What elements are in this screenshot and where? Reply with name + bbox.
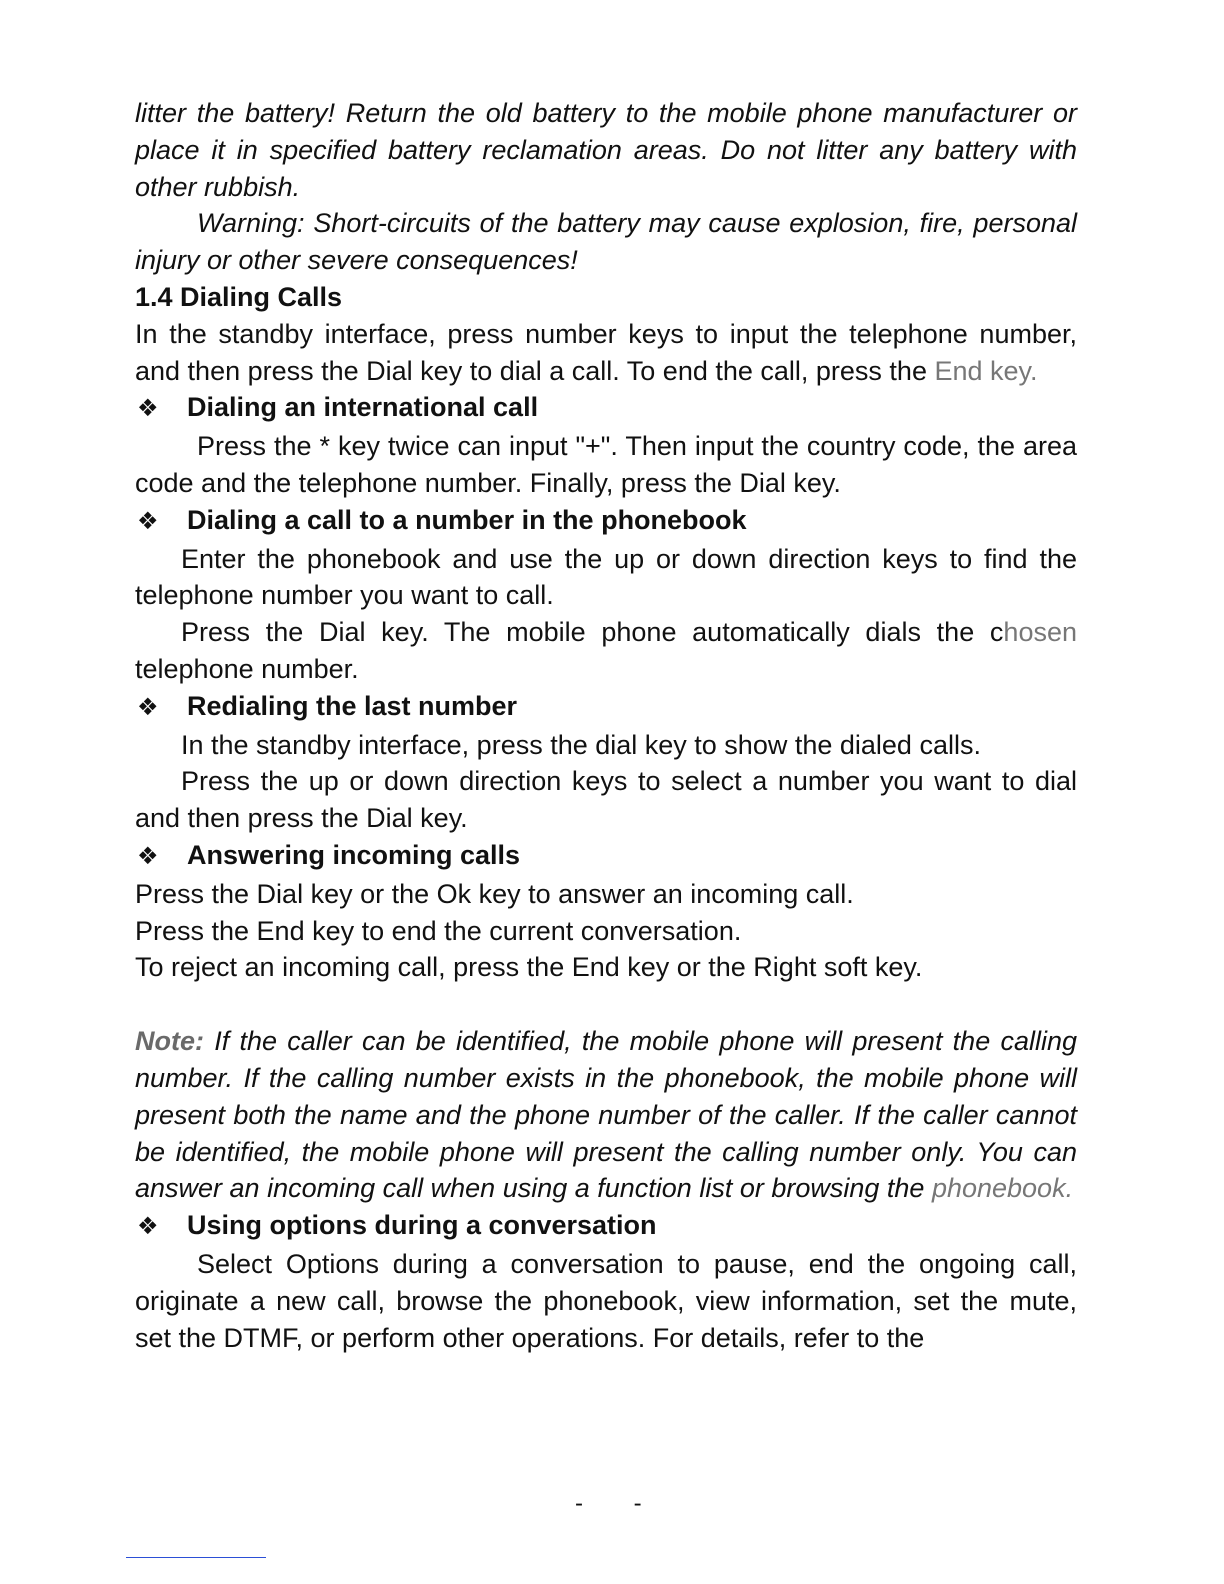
subsection-international-title: Dialing an international call [187,392,539,423]
bullet-diamond-icon: ❖ [137,507,159,535]
document-page [135,95,1077,1356]
bullet-diamond-icon: ❖ [137,395,159,423]
answering-line-3: To reject an incoming call, press the End key or the Right soft key. [135,952,923,983]
dial-intro-text: In the standby interface, press number keys to input the telephone number, and then press the Dial key to dial a call. To end the call, press the [135,318,1077,386]
subsection-redial-title: Redialing the last number [187,690,518,721]
note-end: phonebook. [931,1173,1074,1204]
page-footer: - - [575,1490,664,1517]
bullet-diamond-icon: ❖ [137,1213,159,1241]
subsection-international [135,389,1077,428]
dial-intro-paragraph [135,316,1077,390]
subsection-phonebook-title: Dialing a call to a number in the phonebook [187,504,747,535]
spacer [135,986,1077,1023]
answering-line-2: Press the End key to end the current conversation. [135,915,742,946]
dial-intro-end: End key. [934,355,1038,386]
battery-disposal-paragraph: litter the battery! Return the old battery to the mobile phone manufacturer or place it in specified battery reclamation areas. Do not litter any battery with other rubbish. [135,98,1077,202]
phonebook-text-2-faint: hosen [1003,617,1077,648]
bullet-diamond-icon: ❖ [137,693,159,721]
subsection-phonebook [135,502,1077,541]
subsection-options [135,1207,1077,1246]
note-text: If the caller can be identified, the mobile phone will present the calling number. If the calling number exists in the phonebook, the mobile phone will present both the name and the phone number of the caller. If the caller cannot be identified, the mobile phone will present the calling number only. You can answer an incoming call when using a function list or browsing the [135,1026,1077,1204]
footer-rule [126,1557,266,1558]
subsection-answering-title: Answering incoming calls [187,839,521,870]
phonebook-text-2-main: Press the Dial key. The mobile phone automatically dials the c [181,617,1004,648]
phonebook-text-1: Enter the phonebook and use the up or down direction keys to find the telephone number you want to call. [135,543,1077,611]
options-text: Select Options during a conversation to pause, end the ongoing call, originate a new call, browse the phonebook, view information, set the mute, set the DTMF, or perform other operations. For details, refer to the [135,1248,1077,1353]
note-label: Note: [135,1026,204,1057]
phonebook-text-2 [135,614,1077,688]
warning-paragraph: Warning: Short-circuits of the battery may cause explosion, fire, personal injury or other severe consequences! [135,208,1077,276]
redial-text-1: In the standby interface, press the dial key to show the dialed calls. [181,729,981,760]
section-heading: 1.4 Dialing Calls [135,281,343,312]
international-call-text: Press the * key twice can input "+". Then input the country code, the area code and the telephone number. Finally, press the Dial key. [135,431,1077,498]
subsection-options-title: Using options during a conversation [187,1210,657,1241]
bullet-diamond-icon: ❖ [137,842,159,870]
note-paragraph [135,1023,1077,1207]
redial-text-2: Press the up or down direction keys to select a number you want to dial and then press the Dial key. [135,766,1077,834]
answering-line-1: Press the Dial key or the Ok key to answer an incoming call. [135,878,854,909]
phonebook-text-2-end: telephone number. [135,653,359,684]
subsection-redial [135,688,1077,727]
subsection-answering [135,837,1077,876]
